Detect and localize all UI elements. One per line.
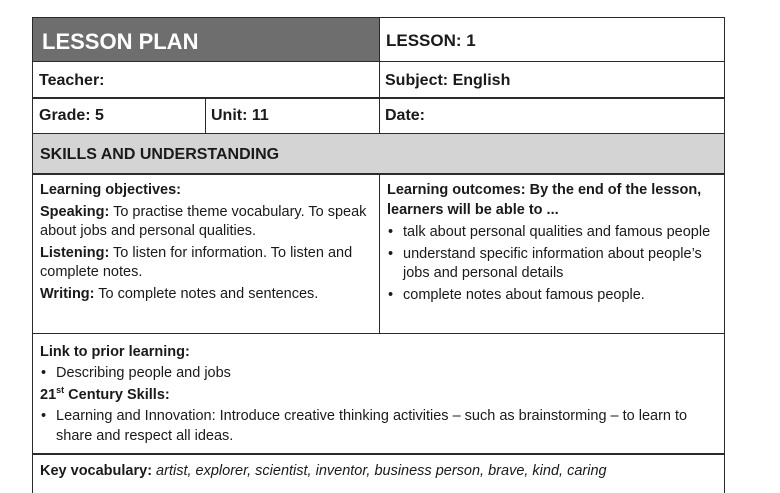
grade-cell bbox=[33, 98, 205, 133]
skills-heading: SKILLS AND UNDERSTANDING bbox=[40, 145, 280, 163]
date-label: Date: bbox=[385, 107, 426, 124]
objectives-title: Learning objectives: bbox=[40, 182, 182, 198]
prior-learning-item: • Describing people and jobs bbox=[40, 364, 714, 384]
vocabulary-label: Key vocabulary: bbox=[40, 463, 153, 479]
skills-heading-row bbox=[32, 133, 725, 175]
unit-label: Unit: 11 bbox=[211, 107, 269, 124]
objectives-cell bbox=[33, 174, 379, 333]
objective-listening bbox=[40, 244, 369, 283]
objective-writing-text: To complete notes and sentences. bbox=[94, 285, 319, 302]
page-title: LESSON PLAN bbox=[42, 29, 199, 54]
lesson-number: LESSON: 1 bbox=[386, 31, 476, 50]
title-cell bbox=[33, 18, 379, 61]
lesson-number-cell bbox=[379, 18, 724, 61]
century-skills-title: 21st Century Skills: bbox=[40, 384, 170, 403]
prior-learning-row bbox=[32, 333, 725, 455]
objective-speaking-label: Speaking: bbox=[40, 203, 110, 220]
vocabulary-words: artist, explorer, scientist, inventor, business person, brave, kind, caring bbox=[152, 463, 607, 479]
objective-writing-label: Writing: bbox=[40, 285, 95, 302]
objective-listening-text: To listen for information. To listen and complete notes. bbox=[40, 244, 353, 280]
grade-row bbox=[32, 97, 725, 134]
teacher-cell bbox=[33, 62, 379, 98]
date-cell bbox=[379, 98, 724, 133]
vocabulary-row bbox=[32, 453, 725, 493]
unit-cell bbox=[205, 98, 379, 133]
objective-listening-label: Listening: bbox=[40, 244, 110, 261]
outcomes-title: Learning outcomes: By the end of the lesson, learners will be able to ... bbox=[387, 182, 702, 218]
objective-speaking-text: To practise theme vocabulary. To speak about jobs and personal qualities. bbox=[40, 203, 367, 239]
teacher-label: Teacher: bbox=[39, 71, 105, 89]
objective-speaking bbox=[40, 203, 369, 242]
outcome-item: • complete notes about famous people. bbox=[387, 286, 714, 306]
objectives-row bbox=[32, 173, 725, 334]
subject-label: Subject: English bbox=[385, 71, 511, 89]
title-row bbox=[32, 17, 725, 62]
outcomes-cell bbox=[379, 174, 724, 333]
subject-cell bbox=[379, 62, 724, 98]
objective-writing bbox=[40, 285, 369, 305]
century-skills-item: • Learning and Innovation: Introduce creative thinking activities – such as brainstorming – to learn to share and respect all ideas. bbox=[40, 407, 714, 446]
grade-label: Grade: 5 bbox=[39, 107, 104, 124]
outcome-item: • talk about personal qualities and famous people bbox=[387, 223, 714, 243]
outcome-item: • understand specific information about people’s jobs and personal details bbox=[387, 245, 714, 284]
prior-learning-title: Link to prior learning: bbox=[40, 343, 190, 360]
teacher-row bbox=[32, 61, 725, 99]
